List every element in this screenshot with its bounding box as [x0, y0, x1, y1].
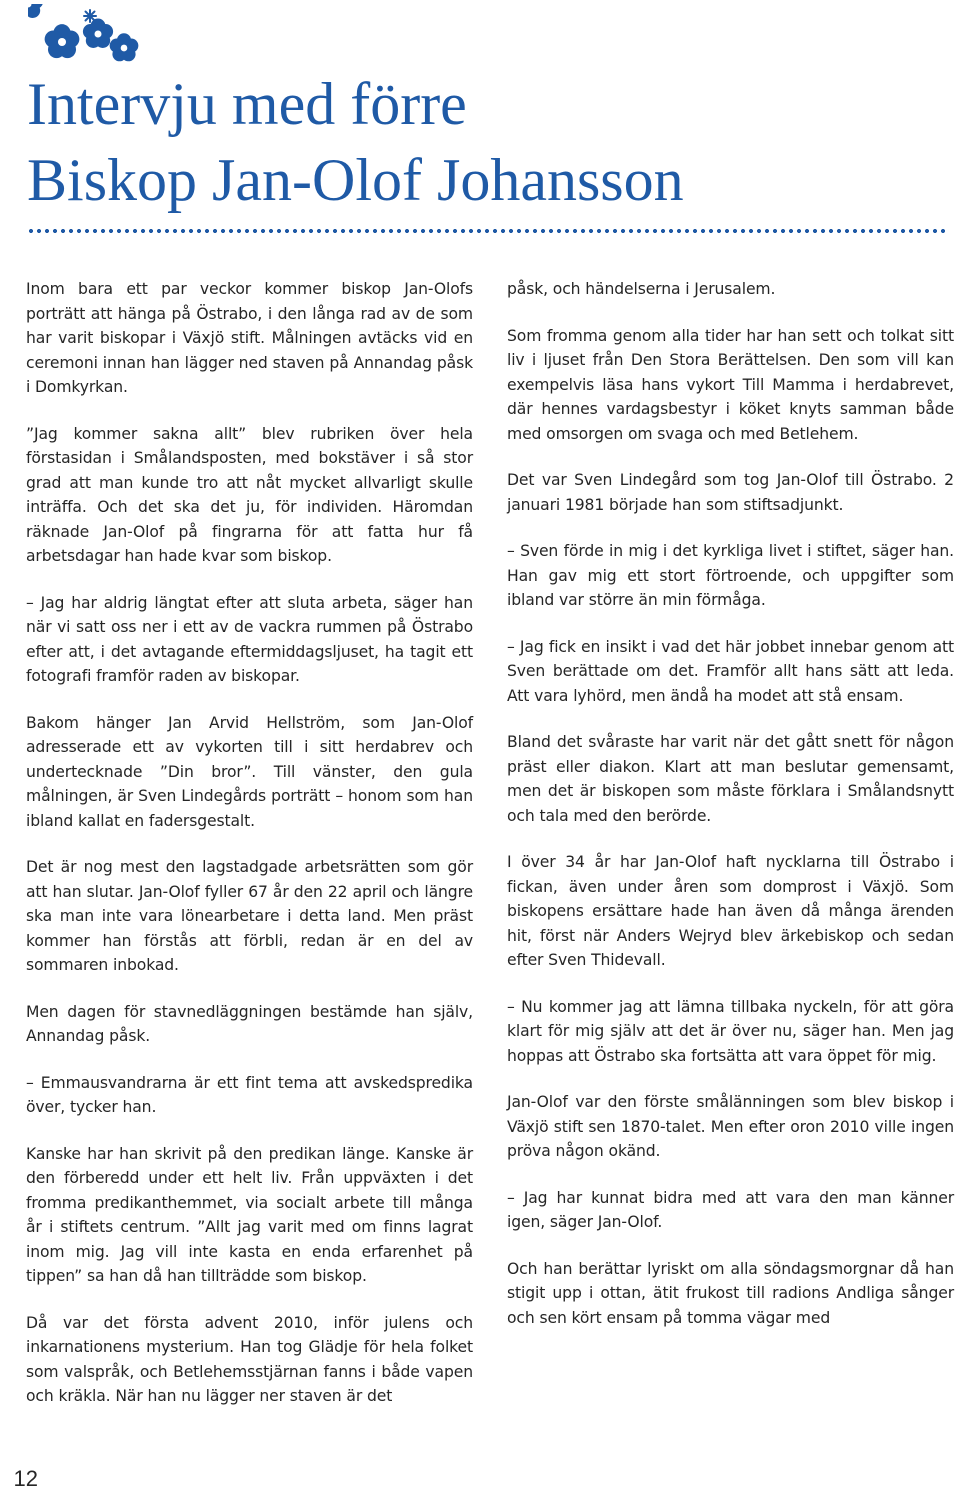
- paragraph: – Jag har aldrig längtat efter att sluta arbeta, säger han när vi satt oss ner i ett av de vackra rummen på Östrabo efter att, i det avtagande eftermiddagsljuset, ha tagit ett fotografi framför raden av biskopar.: [26, 593, 473, 685]
- paragraph: Kanske har han skrivit på den predikan länge. Kanske är den förberedd under ett helt liv. Från uppväxten i det fromma predikanthemmet, via socialt arbete till många år i stiftets centrum. ”Allt jag varit med om finns lagrat inom mig. Jag vill inte kasta en enda erfarenhet på tippen” sa han då han tillträdde som biskop.: [26, 1144, 473, 1285]
- paragraph: – Jag fick en insikt i vad det här jobbet innebar genom att Sven berättade om det. Framför allt hans sätt att leda. Att vara lyhörd, men ändå ha modet att stå ensam.: [507, 637, 954, 705]
- paragraph: Bakom hänger Jan Arvid Hellström, som Jan-Olof adresserade ett av vykorten till i sitt herdabrev och undertecknade ”Din bror”. Till vänster, den gula målningen, är Sven Lindegårds porträtt – honom som han ibland kallat en fadersgestalt.: [26, 713, 473, 830]
- paragraph: Som fromma genom alla tider har han sett och tolkat sitt liv i ljuset från Den Stora Berättelsen. Den som vill kan exempelvis läsa hans vykort Till Mamma i herdabrevet, där hennes vardagsbestyr i köket knyts samman både med omsorgen om svaga och med Betlehem.: [507, 326, 954, 443]
- logo-graphic: [28, 4, 148, 66]
- paragraph: – Sven förde in mig i det kyrkliga livet i stiftet, säger han. Han gav mig ett stort förtroende, och uppgifter som ibland var större än min förmåga.: [507, 542, 954, 609]
- paragraph: – Emmausvandrarna är ett fint tema att avskedspredika över, tycker han.: [26, 1073, 473, 1116]
- title-line-1: Intervju med förre: [27, 71, 467, 137]
- paragraph: Och han berättar lyriskt om alla söndagsmorgnar då han stigit upp i ottan, ätit frukost till radions Andliga sånger och sen kört ensam på tomma vägar med: [507, 1259, 954, 1327]
- paragraph: Då var det första advent 2010, inför julens och inkarnationens mysterium. Han tog Glädje för hela folket som valspråk, och Betlehemsstjärnan fanns i både vapen och kräkla. När han nu lägger ner staven är det: [26, 1313, 473, 1405]
- paragraph: Det är nog mest den lagstadgade arbetsrätten som gör att han slutar. Jan-Olof fyller 67 år den 22 april och längre ska man inte vara lönearbetare i detta land. Men präst kommer han förstås att förbli, redan är en del av sommaren inbokad.: [26, 858, 473, 974]
- paragraph: – Jag har kunnat bidra med att vara den man känner igen, säger Jan-Olof.: [507, 1188, 954, 1231]
- paragraph: Det var Sven Lindegård som tog Jan-Olof till Östrabo. 2 januari 1981 började han som stiftsadjunkt.: [507, 471, 954, 514]
- paragraph: I över 34 år har Jan-Olof haft nycklarna till Östrabo i fickan, även under åren som domprost i Växjö. Som biskopens ersättare hade han även då många ärenden hit, först när Anders Wejryd blev ärkebiskop och sedan efter Sven Thidevall.: [507, 853, 954, 969]
- dotted-divider: [27, 228, 949, 234]
- title-line-2: Biskop Jan-Olof Johansson: [27, 147, 684, 213]
- blue-flowers-logo-icon: [28, 4, 148, 66]
- article-column-left: [26, 277, 473, 1431]
- paragraph: Jan-Olof var den förste smålänningen som blev biskop i Växjö stift sen 1870-talet. Men efter oron 2010 ville ingen pröva någon okänd.: [507, 1093, 954, 1160]
- paragraph: påsk, och händelserna i Jerusalem.: [507, 280, 776, 298]
- paragraph: ”Jag kommer sakna allt” blev rubriken över hela förstasidan i Smålandsposten, med bokstäver i så stor grad att man kunde tro att nåt mycket allvarligt skulle inträffa. Och det ska det ju, för individen. Häromdan räknade Jan-Olof på fingrarna för att fatta hur få arbetsdagar han hade kvar som biskop.: [26, 424, 473, 565]
- paragraph: Bland det svåraste har varit när det gått snett för någon präst eller diakon. Klart att man beslutar gemensamt, men det är biskopen som måste förklara i Smålandsnytt och tala med den berörde.: [507, 733, 954, 825]
- paragraph: – Nu kommer jag att lämna tillbaka nyckeln, för att göra klart för mig själv att det är över nu, säger han. Men jag hoppas att Östrabo ska fortsätta att vara öppet för mig.: [507, 997, 954, 1065]
- article-column-right: [507, 277, 954, 1352]
- paragraph: Inom bara ett par veckor kommer biskop Jan-Olofs porträtt att hänga på Östrabo, i den långa rad av de som har varit biskopar i Växjö stift. Målningen avtäcks vid en ceremoni innan han lägger ned staven på Annandag påsk i Domkyrkan.: [26, 280, 473, 396]
- paragraph: Men dagen för stavnedläggningen bestämde han själv, Annandag påsk.: [26, 1002, 473, 1045]
- page-number: 12: [13, 1466, 38, 1491]
- page-title: [27, 66, 684, 218]
